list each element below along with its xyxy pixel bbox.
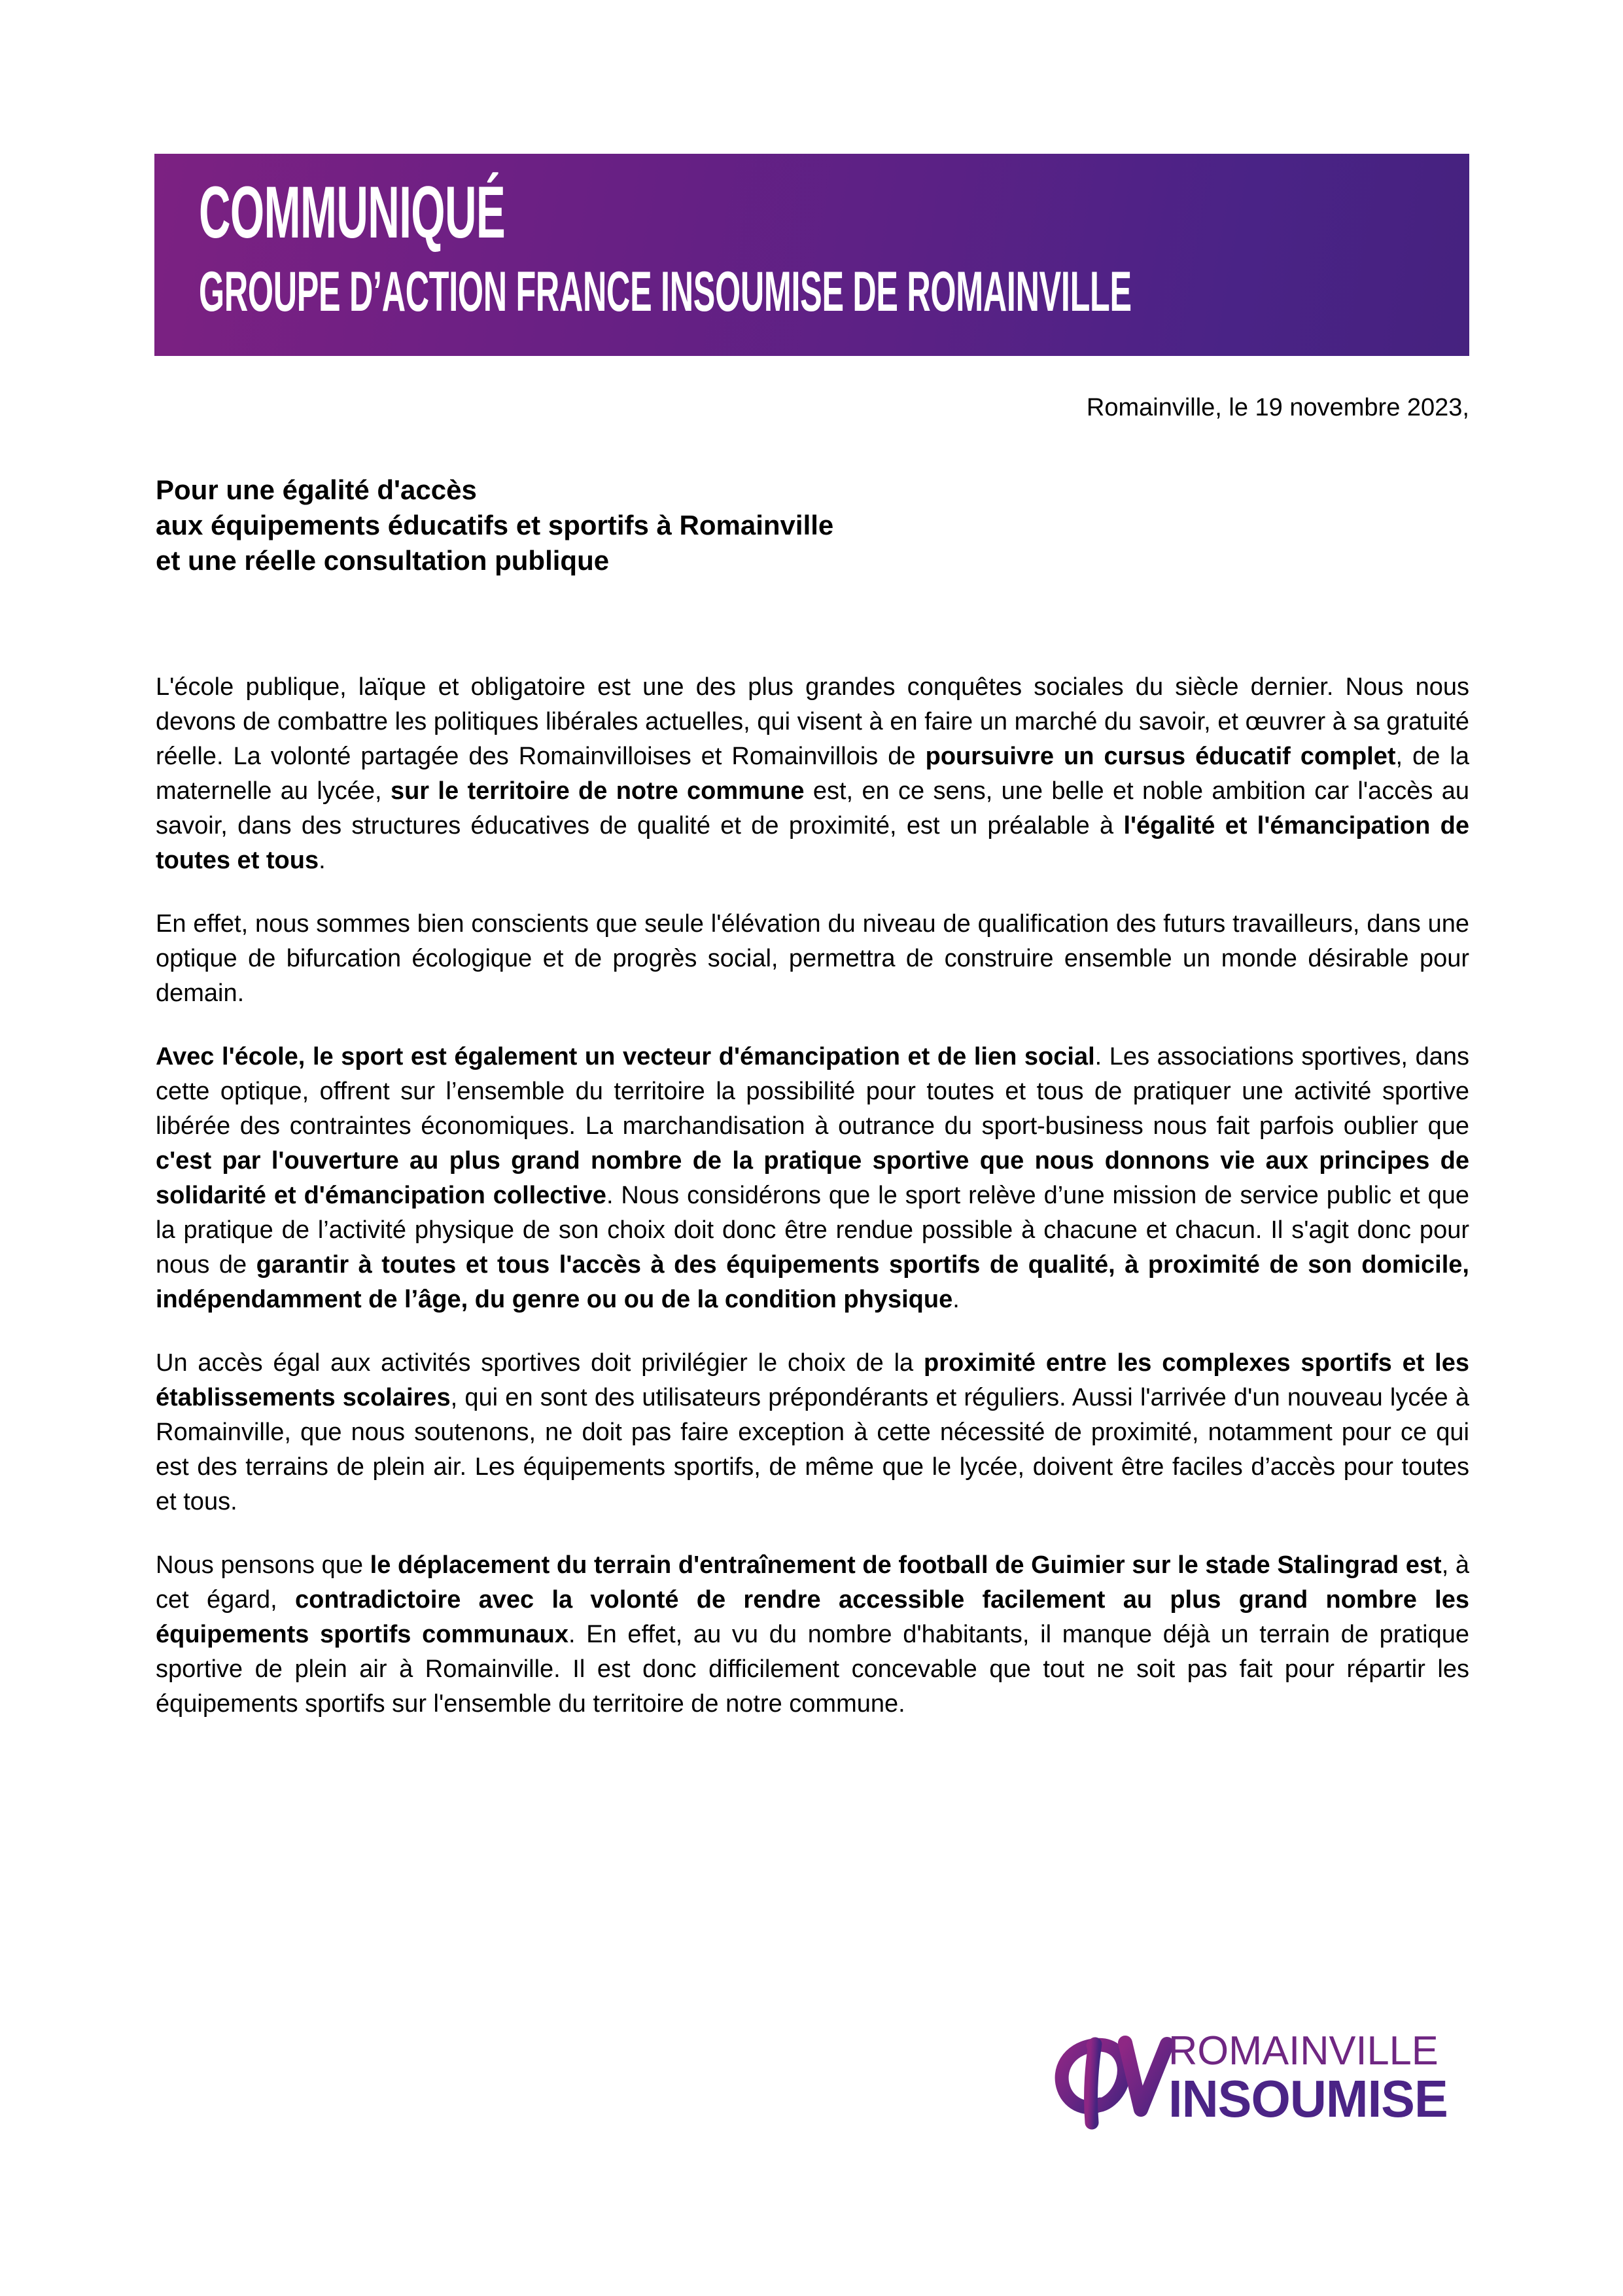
banner-subtitle: GROUPE D’ACTION FRANCE INSOUMISE DE ROMAINVILLE — [199, 260, 1132, 323]
header-banner — [154, 154, 1469, 356]
emphasis-run: contradictoire avec la volonté de rendre accessible facilement au plus grand nombre les équipements sportifs communaux — [156, 1586, 1469, 1648]
emphasis-run: sur le territoire de notre commune — [390, 777, 805, 805]
text-run: . — [952, 1286, 960, 1313]
body-paragraph — [156, 907, 1469, 1011]
logo-line-romainville: ROMAINVILLE — [1168, 2028, 1439, 2074]
emphasis-run: garantir à toutes et tous l'accès à des équipements sportifs de qualité, à proximité de son domicile, indépendamment de l’âge, du genre ou ou de la condition physique — [156, 1251, 1469, 1313]
emphasis-run: proximité entre les complexes sportifs et les établissements scolaires — [156, 1349, 1470, 1411]
emphasis-run: l'égalité et l'émancipation de toutes et tous — [156, 812, 1469, 874]
text-run: Un accès égal aux activités sportives doit privilégier le choix de la — [156, 1349, 924, 1377]
logo-line-insoumise: INSOUMISE — [1168, 2070, 1448, 2128]
document-body — [156, 670, 1469, 1722]
banner-title: COMMUNIQUÉ — [199, 171, 506, 253]
text-run: . Les associations sportives, dans cette optique, offrent sur l’ensemble du territoire la possibilité pour toutes et tous de pratiquer une activité sportive libérée des contraintes économiques. La marchandisation à outrance du sport-business nous fait parfois oublier que — [156, 1043, 1469, 1140]
text-run: , à cet égard, — [156, 1551, 1470, 1614]
logo-wordmark — [1168, 2027, 1476, 2132]
text-run: , de la maternelle au lycée, — [156, 743, 1469, 805]
document-title — [156, 472, 1469, 578]
body-paragraph — [156, 670, 1469, 878]
footer-logo — [1052, 2027, 1471, 2132]
document-title-line-2: aux équipements éducatifs et sportifs à Romainville — [156, 510, 834, 540]
emphasis-run: poursuivre un cursus éducatif complet — [925, 743, 1396, 770]
header-banner-content — [199, 154, 1469, 356]
text-run: . Nous considérons que le sport relève d’une mission de service public et que la pratique de l’activité physique de son choix doit donc être rendue possible à chacune et chacun. Il s'agit donc pour nous de — [156, 1182, 1469, 1279]
text-run: . — [319, 847, 326, 874]
text-run: L'école publique, laïque et obligatoire est une des plus grandes conquêtes sociales du siècle dernier. Nous nous devons de combattre les politiques libérales actuelles, qui visent à en faire un marché du savoir, et œuvrer à sa gratuité réelle. La volonté partagée des Romainvilloises et Romainvillois de — [156, 673, 1469, 770]
dateline: Romainville, le 19 novembre 2023, — [1086, 394, 1469, 421]
phi-insoumise-icon — [1052, 2027, 1176, 2132]
text-run: est, en ce sens, une belle et noble ambition car l'accès au savoir, dans des structures éducatives de qualité et de proximité, est un préalable à — [156, 777, 1469, 839]
body-paragraph — [156, 1040, 1469, 1317]
body-paragraph — [156, 1346, 1469, 1519]
document-title-line-1: Pour une égalité d'accès — [156, 474, 477, 505]
text-run: En effet, nous sommes bien conscients que seule l'élévation du niveau de qualification des futurs travailleurs, dans une optique de bifurcation écologique et de progrès social, permettra de construire ensemble un monde désirable pour demain. — [156, 910, 1469, 1007]
emphasis-run: le déplacement du terrain d'entraînement de football de Guimier sur le stade Stalingrad est — [370, 1551, 1442, 1579]
body-paragraph — [156, 1548, 1469, 1722]
emphasis-run: c'est par l'ouverture au plus grand nombre de la pratique sportive que nous donnons vie aux principes de solidarité et d'émancipation collective — [156, 1147, 1469, 1209]
text-run: Nous pensons que — [156, 1551, 370, 1579]
text-run: . En effet, au vu du nombre d'habitants, il manque déjà un terrain de pratique sportive de plein air à Romainville. Il est donc difficilement concevable que tout ne soit pas fait pour répartir les équipements sportifs sur l'ensemble du territoire de notre commune. — [156, 1621, 1469, 1718]
emphasis-run: Avec l'école, le sport est également un vecteur d'émancipation et de lien social — [156, 1043, 1095, 1070]
text-run: , qui en sont des utilisateurs prépondérants et réguliers. Aussi l'arrivée d'un nouveau lycée à Romainville, que nous soutenons, ne doit pas faire exception à cette nécessité de proximité, notamment pour ce qui est des terrains de plein air. Les équipements sportifs, de même que le lycée, doivent être faciles d’accès pour toutes et tous. — [156, 1384, 1470, 1515]
document-title-line-3: et une réelle consultation publique — [156, 545, 610, 576]
